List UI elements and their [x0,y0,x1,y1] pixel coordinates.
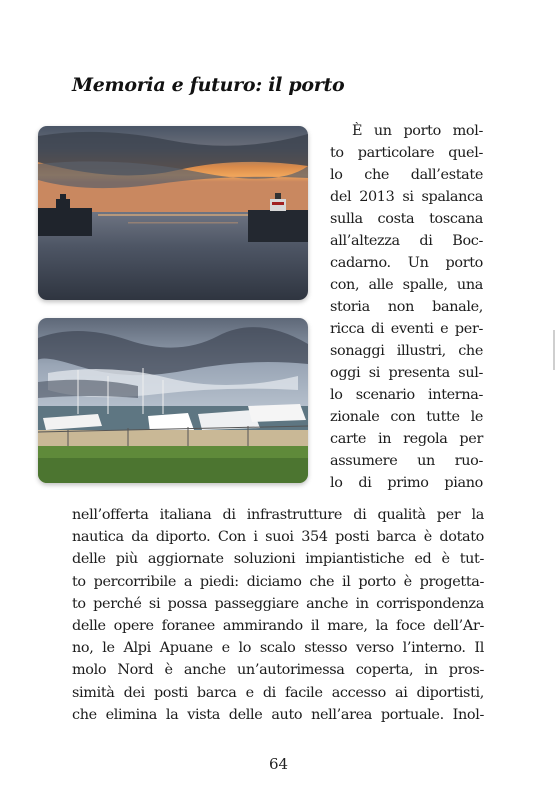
text-line: to percorribile a piedi: diciamo che il porto è progetta- [72,573,484,590]
text-line: lo scenario interna- [330,387,483,403]
text-line: ricca di eventi e per- [330,321,483,337]
text-line: con, alle spalle, una [330,277,483,293]
text-line: nautica da diporto. Con i suoi 354 posti barca è dotato [72,529,484,546]
text-line: delle opere foranee ammirando il mare, la foce dell’Ar- [72,618,484,634]
text-line: che elimina la vista delle auto nell’area portuale. Inol- [72,706,484,723]
text-line: to particolare quel- [330,145,483,161]
text-line: del 2013 si spalanca [330,189,483,205]
text-line: zionale con tutte le [330,409,483,425]
text-line: nell’offerta italiana di infrastrutture di qualità per la [72,507,484,523]
text-line: no, le Alpi Apuane e lo scalo stesso verso l’interno. Il [72,640,484,657]
text-line: oggi si presenta sul- [330,365,483,381]
text-line: simità dei posti barca e di facile accesso ai diportisti, [72,684,484,701]
text-line: all’altezza di Boc- [330,233,483,249]
text-line: storia non banale, [330,299,483,315]
section-heading: Memoria e futuro: il porto [72,74,345,96]
text-line: lo che dall’estate [330,167,483,183]
text-line: sonaggi illustri, che [330,343,483,359]
port-sunset-photo [38,126,308,300]
text-line: carte in regola per [330,431,483,447]
marina-boats-photo [38,318,308,483]
text-line: delle più aggiornate soluzioni impiantistiche ed è tut- [72,551,484,568]
text-line: sulla costa toscana [330,211,483,227]
text-line: cadarno. Un porto [330,255,483,271]
text-line: to perché si possa passeggiare anche in corrispondenza [72,595,484,612]
text-line: È un porto mol- [352,123,483,139]
text-line: lo di primo piano [330,475,483,491]
page-edge-mark [553,330,555,370]
text-line: assumere un ruo- [330,453,483,469]
text-line: molo Nord è anche un’autorimessa coperta, in pros- [72,662,484,679]
page-number: 64 [268,755,289,773]
